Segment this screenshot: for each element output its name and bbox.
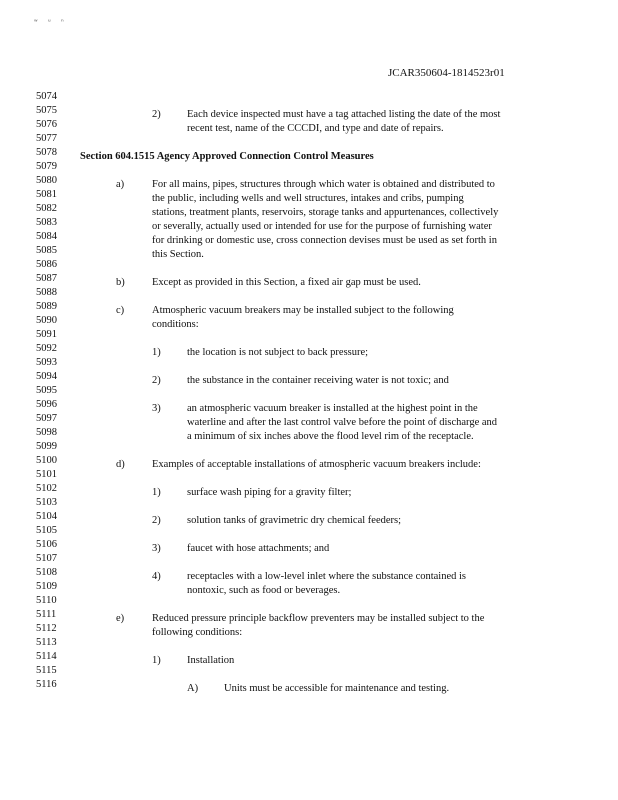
line-number: 5115 [36,665,57,676]
subsection-b-text: Except as provided in this Section, a fixed air gap must be used. [152,277,421,288]
line-number: 5078 [36,147,57,158]
item-text-line: the location is not subject to back pressure; [187,347,369,358]
item-text-line: surface wash piping for a gravity filter; [187,487,352,498]
line-number: 5111 [36,609,57,620]
item-marker: 1) [152,347,161,358]
line-number: 5106 [36,539,57,550]
line-number: 5083 [36,217,57,228]
line-number: 5105 [36,525,57,536]
item-marker: 1) [152,655,161,666]
subsection-marker-e: e) [116,613,125,624]
line-number: 5077 [36,133,57,144]
subsection-d-text: Examples of acceptable installations of atmospheric vacuum breakers include: [152,459,481,470]
line-number: 5081 [36,189,57,200]
line-number: 5088 [36,287,57,298]
item-text-line: receptacles with a low-level inlet where the substance contained is [187,571,467,582]
line-number: 5102 [36,483,57,494]
line-number: 5094 [36,371,57,382]
subsection-marker-b: b) [116,277,125,288]
line-number: 5093 [36,357,57,368]
line-number: 5082 [36,203,57,214]
line-number: 5091 [36,329,57,340]
line-number: 5085 [36,245,57,256]
line-number: 5076 [36,119,57,130]
item-marker: 2) [152,375,161,386]
line-number: 5103 [36,497,57,508]
item-text-line: solution tanks of gravimetric dry chemical feeders; [187,515,402,526]
item-text-line: nontoxic, such as food or beverages. [187,585,341,596]
line-number: 5079 [36,161,57,172]
subsection-marker-d: d) [116,459,125,470]
subsection-a-line: this Section. [152,249,204,260]
item-text-line: the substance in the container receiving water is not toxic; and [187,375,449,386]
line-number: 5096 [36,399,57,410]
line-number: 5084 [36,231,57,242]
item-marker: 2) [152,109,161,120]
item-text-line: an atmospheric vacuum breaker is installed at the highest point in the [187,403,478,414]
line-number: 5110 [36,595,57,606]
document-id: JCAR350604-1814523r01 [388,67,505,79]
subsection-a-line: or severally, actually used or intended for use for the purpose of furnishing water [152,221,492,232]
item-text-line: Installation [187,655,235,666]
subitem-marker: A) [187,683,199,694]
line-number: 5116 [36,679,57,690]
line-number: 5104 [36,511,57,522]
section-heading: Section 604.1515 Agency Approved Connection Control Measures [80,151,374,162]
subitem-text: Units must be accessible for maintenance and testing. [224,683,450,694]
item-text-line: a minimum of six inches above the flood level rim of the receptacle. [187,431,474,442]
item-marker: 1) [152,487,161,498]
subsection-marker-c: c) [116,305,125,316]
line-number: 5087 [36,273,57,284]
item-marker: 3) [152,403,161,414]
line-number: 5099 [36,441,57,452]
subsection-marker-a: a) [116,179,125,190]
line-number: 5107 [36,553,57,564]
subsection-a-line: for drinking or domestic use, cross connection devises must be used as set forth in [152,235,497,246]
line-number: 5086 [36,259,57,270]
line-number: 5074 [36,91,57,102]
item-text-line: waterline and after the last control valve before the point of discharge and [187,417,498,428]
line-number: 5109 [36,581,57,592]
subsection-a-line: For all mains, pipes, structures through which water is obtained and distributed to [152,179,495,190]
line-number: 5113 [36,637,57,648]
line-number: 5101 [36,469,57,480]
line-number: 5090 [36,315,57,326]
item-text-line: faucet with hose attachments; and [187,543,330,554]
item-marker: 2) [152,515,161,526]
line-number: 5112 [36,623,57,634]
line-number: 5080 [36,175,57,186]
line-number: 5098 [36,427,57,438]
item-marker: 4) [152,571,161,582]
subsection-a-line: the public, including wells and well structures, intakes and cribs, pumping [152,193,464,204]
item-text-line: Each device inspected must have a tag attached listing the date of the most [187,109,501,120]
line-number: 5108 [36,567,57,578]
item-text-line: recent test, name of the CCCDI, and type and date of repairs. [187,123,444,134]
line-number: 5075 [36,105,57,116]
line-number: 5089 [36,301,57,312]
line-number: 5114 [36,651,57,662]
subsection-c-line: conditions: [152,319,199,330]
line-number: 5092 [36,343,57,354]
subsection-e-line: following conditions: [152,627,243,638]
subsection-a-line: stations, treatment plants, reservoirs, storage tanks and appurtenances, collectively [152,207,499,218]
line-number: 5100 [36,455,57,466]
line-number: 5097 [36,413,57,424]
line-number: 5095 [36,385,57,396]
subsection-c-line: Atmospheric vacuum breakers may be installed subject to the following [152,305,454,316]
subsection-e-line: Reduced pressure principle backflow preventers may be installed subject to the [152,613,485,624]
item-marker: 3) [152,543,161,554]
scan-artifact: ʷ ᵘ ⁿ [34,18,68,26]
